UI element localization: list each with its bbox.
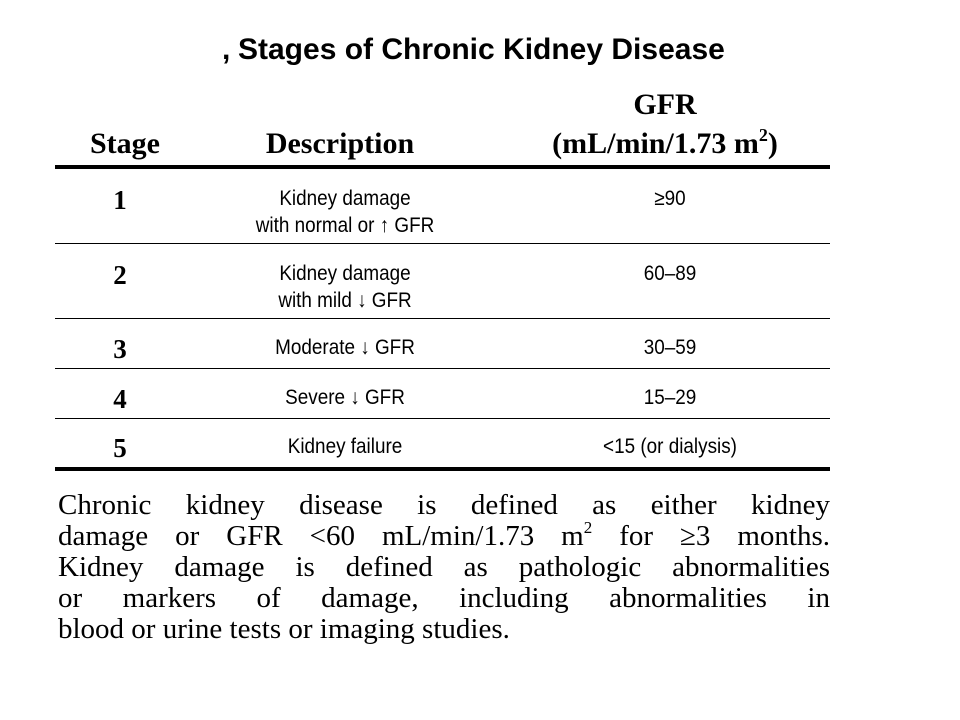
- stage-description: Severe ↓ GFR: [285, 386, 405, 409]
- stage-number: 4: [113, 384, 127, 414]
- description-line: with normal or ↑ GFR: [255, 214, 435, 237]
- stage-description: Moderate ↓ GFR: [275, 336, 415, 359]
- table-bottom-rule: [55, 467, 830, 471]
- stage-number: 1: [113, 185, 127, 215]
- gfr-range: 60–89: [643, 262, 697, 285]
- header-gfr-unit-exponent: 2: [758, 125, 768, 145]
- paragraph-text: for ≥3 months.: [592, 520, 831, 552]
- gfr-range: ≥90: [654, 187, 686, 210]
- row-divider: [55, 418, 830, 419]
- stage-number: 5: [113, 433, 127, 463]
- header-gfr-line2: [520, 127, 810, 161]
- description-line: Kidney damage: [279, 187, 411, 210]
- title-text: Stages of Chronic Kidney Disease: [238, 33, 725, 66]
- unit-exponent: 2: [583, 518, 593, 537]
- header-stage: Stage: [90, 127, 160, 160]
- paragraph-line: or markers of damage, including abnormalities in: [58, 582, 830, 614]
- stage-description: [210, 260, 480, 314]
- gfr-range: <15 (or dialysis): [603, 435, 737, 458]
- gfr-range: 15–29: [643, 386, 697, 409]
- description-line: with mild ↓ GFR: [278, 289, 412, 312]
- header-description: Description: [265, 127, 415, 160]
- paragraph-line: Chronic kidney disease is defined as either kidney: [58, 489, 830, 521]
- definition-paragraph: [58, 490, 830, 645]
- header-gfr-unit: (mL/min/1.73 m: [552, 127, 759, 160]
- header-gfr-line1: GFR: [633, 88, 697, 121]
- stage-description: [210, 185, 480, 239]
- paragraph-line: [58, 518, 831, 552]
- table-top-rule: [55, 165, 830, 169]
- paragraph-text: damage or GFR <60 mL/min/1.73 m: [58, 520, 584, 552]
- gfr-range: 30–59: [643, 336, 697, 359]
- header-gfr-close-paren: ): [767, 127, 778, 160]
- stage-number: 2: [113, 260, 127, 290]
- stage-number: 3: [113, 334, 127, 364]
- row-divider: [55, 318, 830, 319]
- title-marker: ,: [222, 33, 231, 66]
- paragraph-line: blood or urine tests or imaging studies.: [58, 613, 510, 645]
- row-divider: [55, 368, 830, 369]
- stage-description: Kidney failure: [287, 435, 403, 458]
- paragraph-line: Kidney damage is defined as pathologic abnormalities: [58, 551, 830, 583]
- description-line: Kidney damage: [279, 262, 411, 285]
- page-title: [222, 30, 725, 70]
- row-divider: [55, 243, 830, 244]
